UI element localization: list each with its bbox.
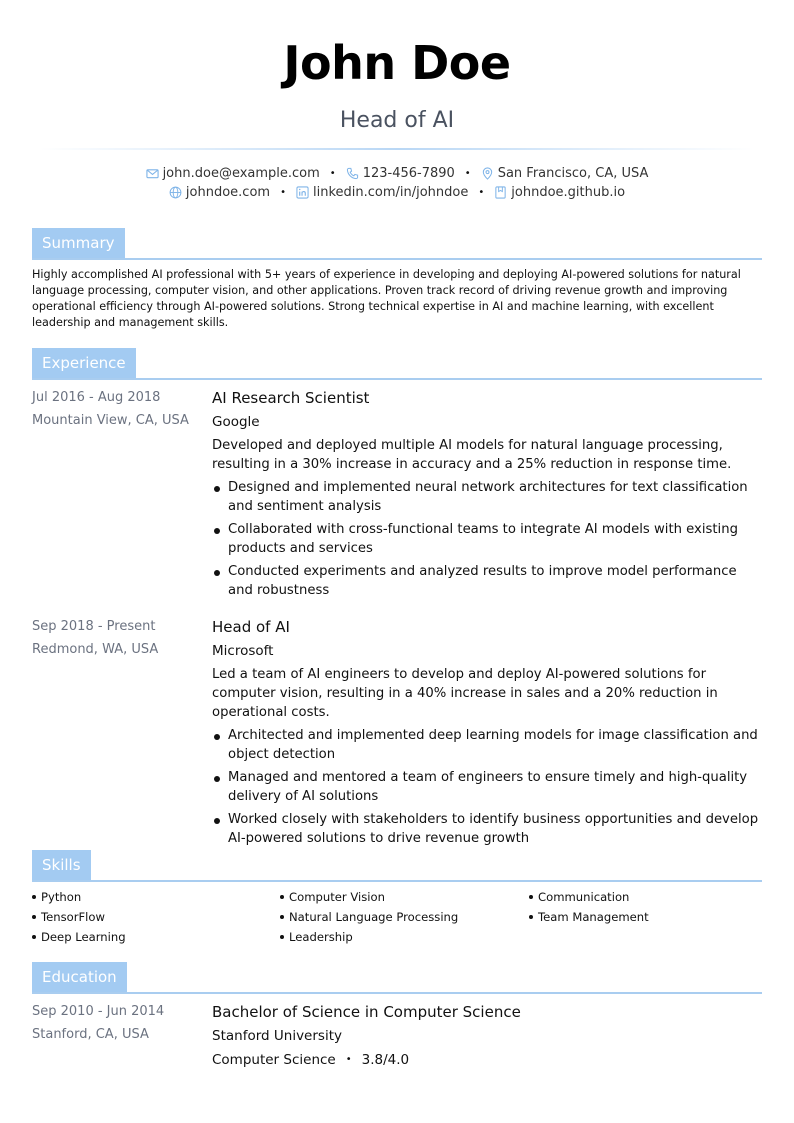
contact-website[interactable]	[169, 185, 270, 200]
experience-location: Mountain View, CA, USA	[32, 413, 189, 428]
contact-separator: •	[464, 168, 471, 179]
skills-section-header	[32, 850, 762, 882]
header-divider	[40, 148, 754, 150]
contact-location-text: San Francisco, CA, USA	[497, 166, 649, 181]
skill-name: Python	[41, 890, 82, 904]
education-location: Stanford, CA, USA	[32, 1027, 149, 1042]
mail-icon	[146, 167, 159, 180]
skill-name: Natural Language Processing	[289, 910, 459, 924]
github-icon	[494, 186, 507, 199]
contact-linkedin[interactable]	[296, 185, 468, 200]
contact-email[interactable]	[146, 166, 320, 181]
contact-row-1	[0, 166, 794, 181]
bullet-icon	[32, 895, 36, 899]
company-name: Google	[212, 414, 260, 430]
skill-item	[32, 929, 280, 945]
job-title: AI Research Scientist	[212, 389, 370, 407]
detail-separator: •	[345, 1054, 352, 1065]
skill-item	[529, 889, 762, 905]
job-bullets	[212, 726, 764, 848]
contact-github[interactable]	[494, 185, 625, 200]
experience-section-header	[32, 348, 762, 380]
summary-section-header	[32, 228, 762, 260]
skill-item	[280, 929, 529, 945]
company-name: Microsoft	[212, 643, 274, 659]
list-item: Conducted experiments and analyzed results to improve model performance and robustness	[212, 562, 764, 600]
education-field: Computer Science	[212, 1052, 336, 1068]
bullet-icon	[280, 915, 284, 919]
experience-location: Redmond, WA, USA	[32, 642, 159, 657]
skill-item	[32, 889, 280, 905]
contact-phone-text: 123-456-7890	[362, 166, 455, 181]
bullet-icon	[32, 935, 36, 939]
skill-name: Leadership	[289, 930, 353, 944]
section-title-skills: Skills	[32, 850, 91, 880]
bullet-icon	[32, 915, 36, 919]
contact-phone[interactable]	[346, 166, 455, 181]
skill-name: TensorFlow	[41, 910, 105, 924]
section-title-summary: Summary	[32, 228, 125, 258]
experience-1-meta	[32, 386, 207, 432]
section-title-education: Education	[32, 962, 127, 992]
job-title: Head of AI	[212, 618, 290, 636]
skill-name: Team Management	[538, 910, 649, 924]
job-description: Led a team of AI engineers to develop and deploy AI-powered solutions for computer vision, resulting in a 40% increase in sales and a 20% reduction in operational costs.	[212, 667, 718, 720]
contact-separator: •	[478, 187, 485, 198]
globe-icon	[169, 186, 182, 199]
contact-separator: •	[280, 187, 286, 198]
contact-website-text: johndoe.com	[185, 185, 271, 200]
contact-email-text: john.doe@example.com	[162, 166, 320, 181]
list-item: Managed and mentored a team of engineers to ensure timely and high-quality delivery of AI solutions	[212, 768, 764, 806]
candidate-name: John Doe	[283, 36, 511, 90]
experience-1	[212, 386, 764, 604]
skill-item	[280, 889, 529, 905]
education-meta	[32, 1000, 207, 1046]
experience-2-meta	[32, 615, 207, 661]
skill-item	[280, 909, 529, 925]
list-item: Designed and implemented neural network architectures for text classification and sentiment analysis	[212, 478, 764, 516]
phone-icon	[346, 167, 359, 180]
bullet-icon	[280, 935, 284, 939]
list-item: Architected and implemented deep learning models for image classification and object detection	[212, 726, 764, 764]
experience-dates: Jul 2016 - Aug 2018	[32, 390, 161, 405]
contact-row-2	[0, 185, 794, 200]
contact-github-text: johndoe.github.io	[511, 185, 626, 200]
school-name: Stanford University	[212, 1028, 342, 1044]
bullet-icon	[529, 915, 533, 919]
skill-name: Deep Learning	[41, 930, 126, 944]
candidate-title: Head of AI	[339, 108, 455, 133]
education-section-header	[32, 962, 762, 994]
bullet-icon	[529, 895, 533, 899]
job-bullets	[212, 478, 764, 600]
education-dates: Sep 2010 - Jun 2014	[32, 1004, 165, 1019]
education-gpa: 3.8/4.0	[361, 1052, 410, 1068]
job-description: Developed and deployed multiple AI models for natural language processing, resulting in a 30% increase in accuracy and a 25% reduction in response time.	[212, 438, 732, 472]
linkedin-icon	[296, 186, 309, 199]
location-icon	[481, 167, 494, 180]
bullet-icon	[280, 895, 284, 899]
skill-name: Communication	[538, 890, 630, 904]
degree-title: Bachelor of Science in Computer Science	[212, 1003, 521, 1021]
list-item: Worked closely with stakeholders to identify business opportunities and develop AI-powered solutions to drive revenue growth	[212, 810, 764, 848]
section-title-experience: Experience	[32, 348, 136, 378]
skill-item	[32, 909, 280, 925]
education-entry	[212, 1000, 764, 1072]
skill-name: Computer Vision	[289, 890, 385, 904]
summary-text: Highly accomplished AI professional with 5+ years of experience in developing and deploying AI-powered solutions for natural language processing, computer vision, and other applications. Proven track record of driving revenue growth and improving operational efficiency through AI-powered solutions. Strong technical expertise in AI and machine learning, with excellent leadership and management skills.	[32, 268, 741, 329]
contact-location	[481, 166, 649, 181]
skill-item	[529, 909, 762, 925]
contact-linkedin-text: linkedin.com/in/johndoe	[312, 185, 469, 200]
skills-grid	[32, 889, 762, 945]
list-item: Collaborated with cross-functional teams to integrate AI models with existing products and services	[212, 520, 764, 558]
education-details	[212, 1048, 764, 1072]
contact-separator: •	[329, 168, 336, 179]
experience-dates: Sep 2018 - Present	[32, 619, 156, 634]
experience-2	[212, 615, 764, 852]
